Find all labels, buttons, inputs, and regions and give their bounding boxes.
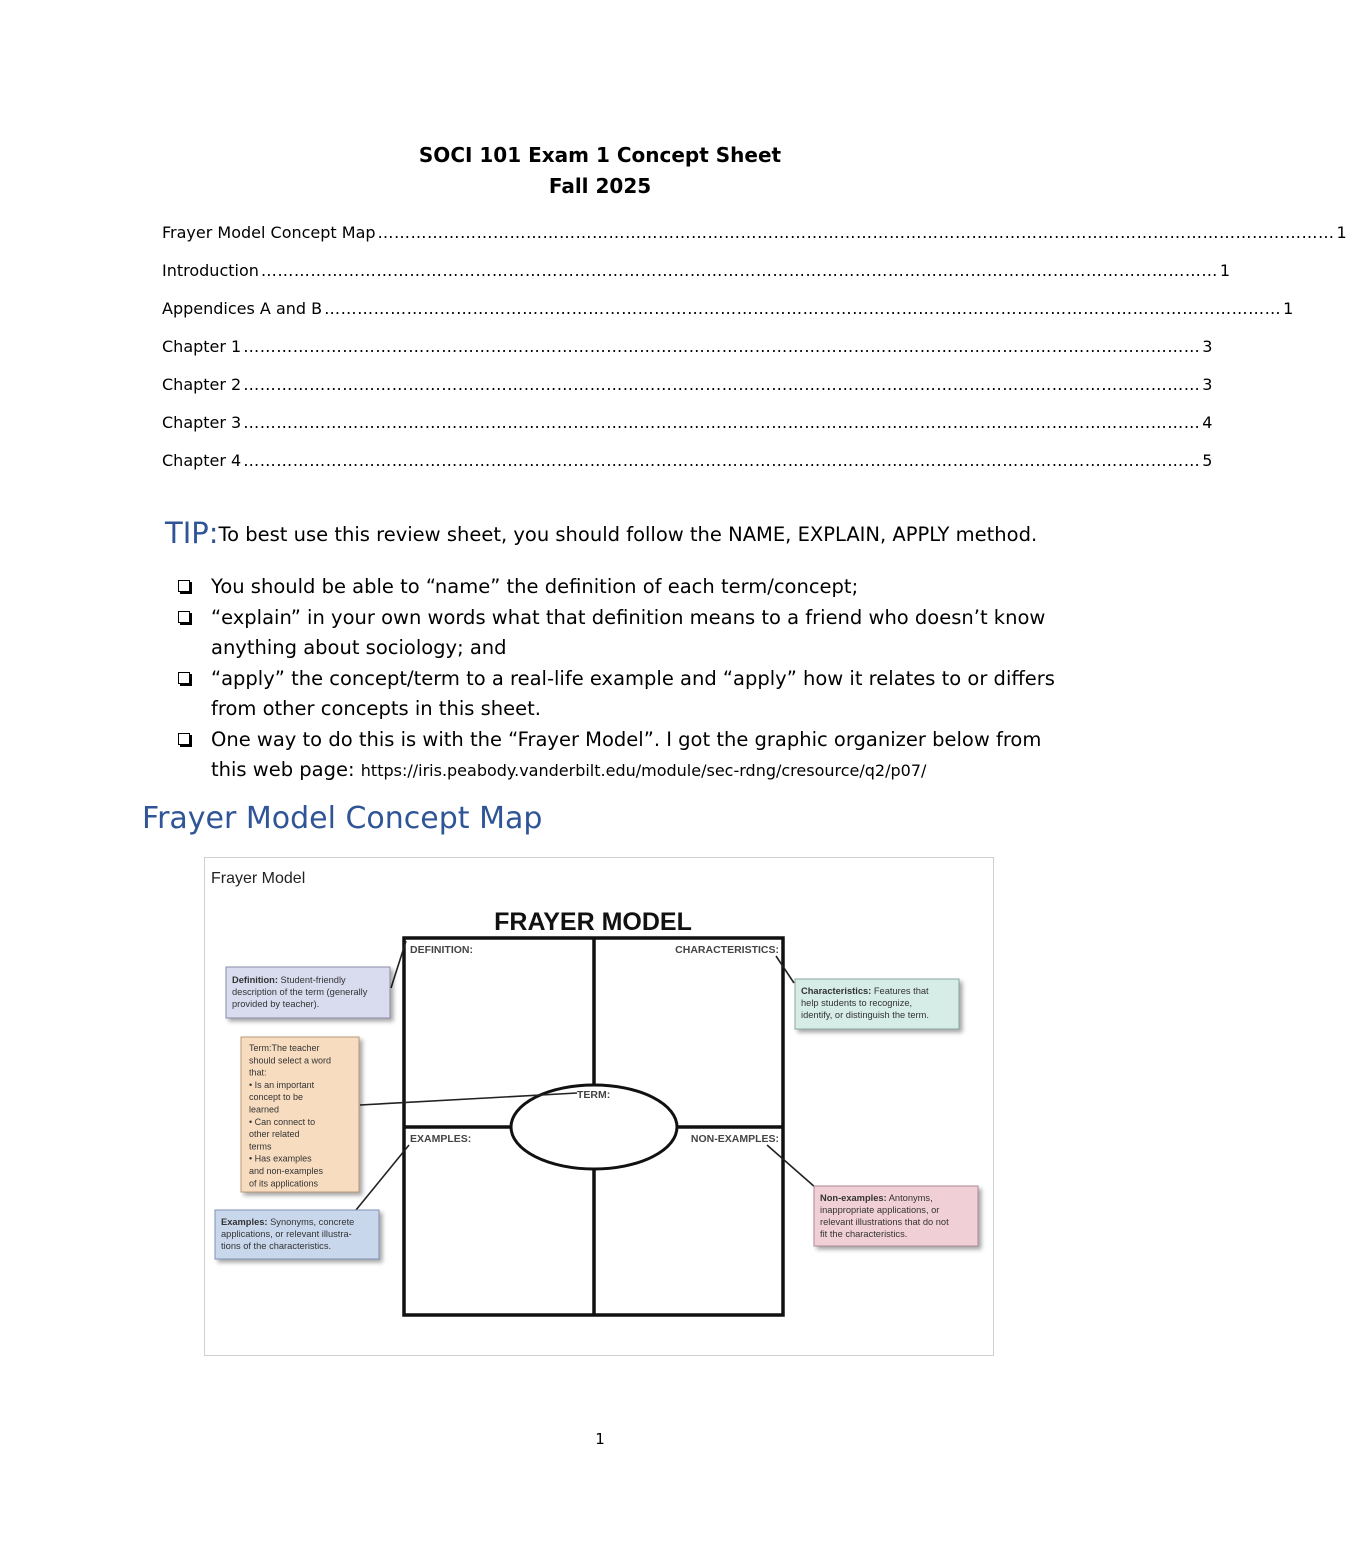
callout-non-examples (814, 1186, 978, 1246)
toc-entry-label[interactable]: Chapter 3 (162, 413, 242, 432)
connector-examples (356, 1145, 409, 1210)
callout-examples-line-3: tions of the characteristics. (221, 1241, 332, 1251)
tip-paragraph (165, 516, 1037, 550)
callout-characteristics-bold: Characteristics: (801, 986, 872, 996)
quadrant-label-characteristics: CHARACTERISTICS: (675, 944, 779, 956)
tip-label: TIP: (165, 516, 219, 550)
toc-entry-label[interactable]: Chapter 1 (162, 337, 242, 356)
callout-term-line: of its applications (249, 1178, 319, 1189)
callout-term-line: • Can connect to (249, 1116, 316, 1127)
callout-characteristics-line-3: identify, or distinguish the term. (801, 1010, 929, 1020)
toc-entry[interactable] (162, 259, 1231, 297)
checklist-item (178, 572, 1058, 603)
callout-non-examples-line-3: relevant illustrations that do not (820, 1217, 949, 1227)
frayer-model-figure (204, 857, 994, 1356)
document-title: SOCI 101 Exam 1 Concept Sheet (418, 143, 782, 167)
toc-entry-label[interactable]: Chapter 4 (162, 451, 242, 470)
toc-entry-page[interactable]: 1 (1336, 223, 1347, 242)
toc-entry-page[interactable]: 3 (1202, 375, 1213, 394)
toc-entry[interactable] (162, 297, 1294, 335)
callout-examples-bold: Examples: (221, 1217, 268, 1227)
quadrant-label-examples: EXAMPLES: (410, 1133, 472, 1145)
toc-entry[interactable] (162, 335, 1213, 373)
callout-term-line: • Is an important (249, 1079, 315, 1090)
callout-characteristics-line-1: Features that (871, 986, 929, 996)
document-subtitle: Fall 2025 (548, 174, 652, 198)
toc-leader-dots: ………………………………………………………………………………………………………………………………………………………… (377, 223, 1335, 242)
checklist-item-text: One way to do this is with the “Frayer Model”. I got the graphic organizer below from this web page: (211, 727, 1042, 781)
checklist-item (178, 603, 1058, 664)
quadrant-label-non-examples: NON-EXAMPLES: (690, 1133, 779, 1145)
toc-entry-page[interactable]: 1 (1283, 299, 1294, 318)
toc-entry[interactable] (162, 411, 1213, 449)
callout-term-line: Term:The teacher (249, 1043, 320, 1053)
callout-term-line: and non-examples (249, 1166, 324, 1176)
page-number: 1 (595, 1430, 605, 1448)
callout-definition-line-3: provided by teacher). (232, 999, 320, 1009)
toc-leader-dots: ………………………………………………………………………………………………………………………………………………………… (243, 375, 1201, 394)
checkbox-icon (178, 580, 190, 592)
toc-entry-label[interactable]: Introduction (162, 261, 259, 280)
toc-leader-dots: ………………………………………………………………………………………………………………………………………………………… (324, 299, 1282, 318)
callout-term-line: terms (249, 1141, 272, 1152)
toc-leader-dots: ………………………………………………………………………………………………………………………………………………………… (260, 261, 1218, 280)
callout-term-line: learned (249, 1104, 280, 1115)
callout-term (241, 1037, 359, 1192)
callout-characteristics-line-2: help students to recognize, (801, 998, 913, 1008)
callout-characteristics-text (801, 986, 931, 1020)
figure-caption: Frayer Model (211, 870, 306, 887)
callout-characteristics (795, 979, 959, 1029)
callout-non-examples-line-4: fit the characteristics. (820, 1229, 908, 1239)
callout-term-line: should select a word (249, 1055, 332, 1066)
toc-entry[interactable] (162, 449, 1213, 487)
toc-entry-page[interactable]: 4 (1202, 413, 1213, 432)
checklist-item-text: “apply” the concept/term to a real-life example and “apply” how it relates to or differs from other concepts in this sheet. (211, 666, 1055, 720)
source-url-link[interactable]: https://iris.peabody.vanderbilt.edu/module/sec-rdng/cresource/q2/p07/ (360, 761, 927, 780)
toc-entry-label[interactable]: Frayer Model Concept Map (162, 223, 376, 242)
diagram-title: FRAYER MODEL (494, 908, 692, 936)
callout-non-examples-line-2: inappropriate applications, or (820, 1205, 940, 1215)
table-of-contents (162, 221, 1347, 487)
checkbox-icon (178, 611, 190, 623)
term-label: TERM: (577, 1089, 611, 1101)
toc-entry-page[interactable]: 5 (1202, 451, 1213, 470)
callout-definition (226, 967, 390, 1018)
callout-term-line: other related (249, 1129, 300, 1140)
callout-term-line: concept to be (249, 1092, 304, 1103)
frayer-model-diagram (205, 858, 993, 1355)
callout-examples-line-1: Synonyms, concrete (267, 1217, 355, 1227)
toc-entry-label[interactable]: Appendices A and B (162, 299, 323, 318)
callout-definition-line-1: Student-friendly (277, 975, 346, 985)
callout-definition-bold: Definition: (232, 975, 278, 985)
checklist-item-text: You should be able to “name” the definition of each term/concept; (211, 575, 859, 598)
callout-non-examples-bold: Non-examples: (820, 1193, 887, 1203)
callout-examples-line-2: applications, or relevant illustra- (221, 1229, 352, 1239)
tip-text: To best use this review sheet, you should follow the NAME, EXPLAIN, APPLY method. (218, 523, 1038, 546)
checkbox-icon (178, 672, 190, 684)
toc-leader-dots: ………………………………………………………………………………………………………………………………………………………… (243, 451, 1201, 470)
toc-leader-dots: ………………………………………………………………………………………………………………………………………………………… (243, 413, 1201, 432)
quadrant-label-definition: DEFINITION: (410, 944, 473, 956)
connector-characteristics (776, 956, 794, 983)
checklist-item-text: “explain” in your own words what that definition means to a friend who doesn’t know anything about sociology; and (211, 605, 1046, 659)
toc-leader-dots: ………………………………………………………………………………………………………………………………………………………… (243, 337, 1201, 356)
callout-term-line: • Has examples (249, 1153, 312, 1164)
callout-term-line: that: (249, 1067, 267, 1078)
checklist-item (178, 664, 1058, 725)
toc-entry[interactable] (162, 373, 1213, 411)
checkbox-icon (178, 733, 190, 745)
callout-examples (215, 1210, 379, 1259)
toc-entry-page[interactable]: 3 (1202, 337, 1213, 356)
section-heading: Frayer Model Concept Map (142, 801, 543, 836)
toc-entry-page[interactable]: 1 (1219, 261, 1231, 280)
callout-non-examples-line-1: Antonyms, (886, 1193, 933, 1203)
method-checklist (178, 572, 1058, 787)
connector-non-examples (767, 1145, 816, 1188)
toc-entry[interactable] (162, 221, 1347, 259)
callout-definition-line-2: description of the term (generally (232, 987, 368, 997)
toc-entry-label[interactable]: Chapter 2 (162, 375, 242, 394)
checklist-item (178, 725, 1058, 787)
